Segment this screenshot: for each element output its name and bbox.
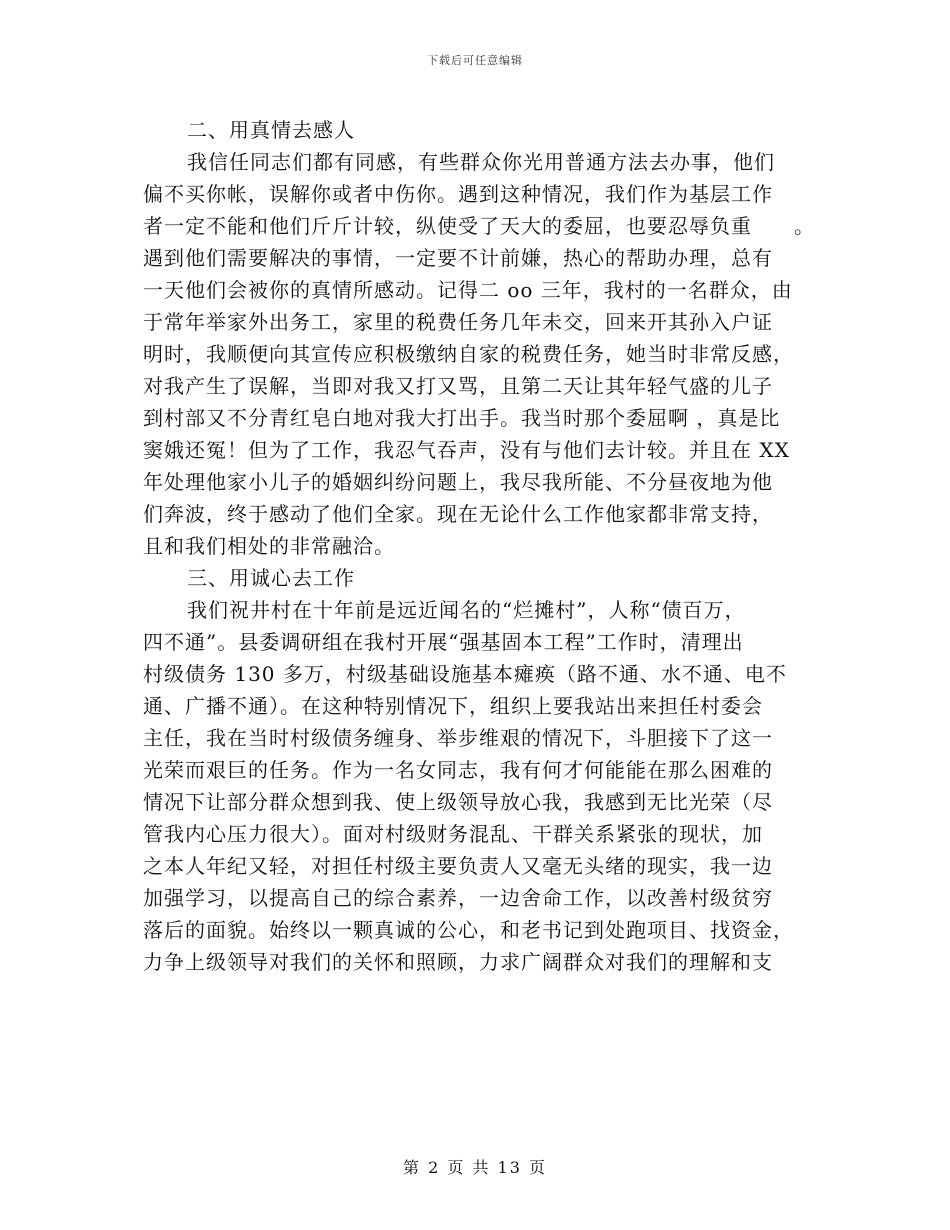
paragraph-line: 管我内心压力很大）。面对村级财务混乱、干群关系紧张的现状，加	[143, 822, 763, 846]
paragraph-line: 们奔波，终于感动了他们全家。现在无论什么工作他家都非常支持，	[143, 502, 773, 526]
paragraph-line: 之本人年纪又轻，对担任村级主要负责人又毫无头绪的现实，我一边	[143, 854, 773, 878]
paragraph-line: 我信任同志们都有同感，有些群众你光用普通方法去办事，他们	[187, 150, 775, 174]
paragraph-line: 落后的面貌。始终以一颗真诚的公心，和老书记到处跑项目、找资金，	[143, 918, 794, 942]
paragraph-line: 明时，我顺便向其宣传应积极缴纳自家的税费任务，她当时非常反感，	[143, 342, 794, 366]
section-heading: 二、用真情去感人	[187, 118, 355, 142]
paragraph-line: 村级债务 130 多万，村级基础设施基本瘫痪（路不通、水不通、电不	[143, 662, 787, 686]
paragraph-line: 四不通”。县委调研组在我村开展“强基固本工程”工作时，清理出	[143, 630, 744, 654]
paragraph-line: 于常年举家外出务工，家里的税费任务几年未交，回来开其孙入户证	[143, 310, 773, 334]
paragraph-line: 情况下让部分群众想到我、使上级领导放心我，我感到无比光荣（尽	[143, 790, 773, 814]
paragraph-line: 窦娥还冤！但为了工作，我忍气吞声，没有与他们去计较。并且在 XX	[143, 438, 790, 462]
paragraph-line: 力争上级领导对我们的关怀和照顾，力求广阔群众对我们的理解和支	[143, 950, 773, 974]
page-footer: 第 2 页 共 13 页	[403, 1158, 547, 1177]
paragraph-line: 光荣而艰巨的任务。作为一名女同志，我有何才何能能在那么困难的	[143, 758, 773, 782]
paragraph-line: 一天他们会被你的真情所感动。记得二 oo 三年，我村的一名群众，由	[143, 278, 793, 302]
section-heading: 三、用诚心去工作	[187, 566, 355, 590]
paragraph-line: 偏不买你帐，误解你或者中伤你。遇到这种情况，我们作为基层工作	[143, 182, 773, 206]
document-body	[143, 114, 823, 1010]
paragraph-line: 到村部又不分青红皂白地对我大打出手。我当时那个委屈啊 ，真是比	[143, 406, 781, 430]
page-header: 下载后可任意编辑	[427, 54, 523, 67]
paragraph-line	[143, 978, 823, 1010]
paragraph-line: 年处理他家小儿子的婚姻纠纷问题上，我尽我所能、不分昼夜地为他	[143, 470, 773, 494]
paragraph-line: 主任，我在当时村级债务缠身、举步维艰的情况下，斗胆接下了这一	[143, 726, 773, 750]
paragraph-line: 者一定不能和他们斤斤计较，纵使受了天大的委屈，也要忍辱负重 。	[143, 214, 815, 238]
paragraph-line: 且和我们相处的非常融洽。	[143, 534, 395, 558]
paragraph-line: 我们祝井村在十年前是远近闻名的“烂摊村”，人称“债百万，	[187, 598, 746, 622]
paragraph-line: 对我产生了误解，当即对我又打又骂，且第二天让其年轻气盛的儿子	[143, 374, 773, 398]
paragraph-line: 遇到他们需要解决的事情，一定要不计前嫌，热心的帮助办理，总有	[143, 246, 773, 270]
paragraph-line: 加强学习，以提高自己的综合素养，一边舍命工作，以改善村级贫穷	[143, 886, 773, 910]
paragraph-line: 通、广播不通）。在这种特别情况下，组织上要我站出来担任村委会	[143, 694, 763, 718]
